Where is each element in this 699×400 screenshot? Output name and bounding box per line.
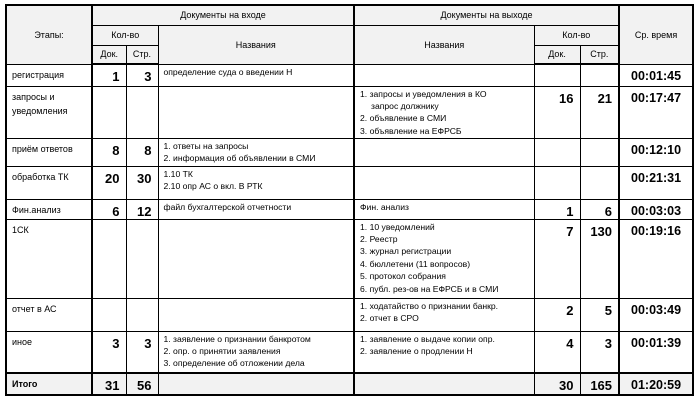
document-name-item: 2.10 опр АС о вкл. В РТК — [163, 180, 263, 191]
document-name-item: 2. информация об объявлении в СМИ — [163, 152, 316, 163]
input-pages-count — [126, 86, 158, 138]
stage-name: отчет в АС — [6, 298, 92, 331]
avg-time: 00:12:10 — [619, 138, 693, 166]
stages-documents-table — [5, 4, 694, 396]
output-document-names — [354, 331, 534, 373]
input-docs-count: 20 — [92, 166, 126, 199]
output-pages-count — [580, 64, 619, 86]
avg-time: 00:17:47 — [619, 86, 693, 138]
document-name-item: 3. объявление на ЕФРСБ — [360, 125, 462, 136]
input-document-names — [158, 331, 354, 373]
output-pages-count — [580, 166, 619, 199]
document-name-item: 2. Реестр — [360, 233, 398, 244]
avg-time: 00:03:49 — [619, 298, 693, 331]
document-name-item: 1. заявление о выдаче копии опр. — [360, 333, 495, 344]
table-row — [6, 166, 693, 199]
header-names-in: Названия — [158, 25, 354, 64]
header-docs-in: Документы на входе — [92, 5, 354, 25]
document-name-item: файл бухгалтерской отчетности — [163, 201, 292, 212]
stage-name: 1СК — [6, 219, 92, 298]
stage-name: приём ответов — [6, 138, 92, 166]
document-name-item: определение суда о введении Н — [163, 66, 293, 77]
document-name-item: 2. объявление в СМИ — [360, 113, 447, 124]
document-name-item: 6. публ. рез-ов на ЕФРСБ и в СМИ — [360, 283, 499, 294]
document-name-item: 3. определение об отложении дела — [163, 358, 305, 369]
total-time: 01:20:59 — [619, 373, 693, 395]
input-pages-count: 3 — [126, 331, 158, 373]
input-pages-count — [126, 219, 158, 298]
stage-name: обработка ТК — [6, 166, 92, 199]
input-docs-count: 1 — [92, 64, 126, 86]
document-name-item: 1.10 ТК — [163, 168, 193, 179]
output-document-names — [354, 64, 534, 86]
stage-name: Фин.анализ — [6, 199, 92, 219]
table-row — [6, 219, 693, 298]
document-name-item: 1. ответы на запросы — [163, 140, 249, 151]
avg-time: 00:21:31 — [619, 166, 693, 199]
output-document-names — [354, 138, 534, 166]
output-docs-count: 7 — [534, 219, 580, 298]
output-docs-count — [534, 166, 580, 199]
input-document-names — [158, 166, 354, 199]
document-name-item: 4. бюллетени (11 вопросов) — [360, 258, 471, 269]
output-docs-count: 4 — [534, 331, 580, 373]
input-pages-count: 3 — [126, 64, 158, 86]
output-docs-count — [534, 138, 580, 166]
output-docs-count: 16 — [534, 86, 580, 138]
document-name-item: 1. 10 уведомлений — [360, 221, 435, 232]
avg-time: 00:01:45 — [619, 64, 693, 86]
document-name-item: 1. запросы и уведомления в КО — [360, 88, 487, 99]
output-docs-count: 1 — [534, 199, 580, 219]
header-qty-in: Кол-во — [92, 25, 158, 45]
output-document-names — [354, 219, 534, 298]
output-document-names — [354, 199, 534, 219]
input-docs-count: 8 — [92, 138, 126, 166]
header-pages-in-count: Стр. — [126, 45, 158, 64]
output-document-names — [354, 166, 534, 199]
output-pages-count: 6 — [580, 199, 619, 219]
stage-name: запросы и уведомления — [6, 86, 92, 138]
header-avg-time: Ср. время — [619, 5, 693, 64]
total-input-docs: 31 — [92, 373, 126, 395]
output-pages-count: 21 — [580, 86, 619, 138]
avg-time: 00:19:16 — [619, 219, 693, 298]
output-pages-count — [580, 138, 619, 166]
input-pages-count: 12 — [126, 199, 158, 219]
input-document-names — [158, 298, 354, 331]
input-document-names — [158, 199, 354, 219]
header-docs-in-count: Док. — [92, 45, 126, 64]
output-document-names — [354, 298, 534, 331]
output-docs-count: 2 — [534, 298, 580, 331]
document-name-item: 2. отчет в СРО — [360, 312, 419, 323]
input-docs-count — [92, 219, 126, 298]
output-pages-count: 130 — [580, 219, 619, 298]
output-docs-count — [534, 64, 580, 86]
header-qty-out: Кол-во — [534, 25, 619, 45]
input-document-names — [158, 64, 354, 86]
table-row — [6, 64, 693, 86]
header-stages: Этапы: — [6, 5, 92, 64]
avg-time: 00:01:39 — [619, 331, 693, 373]
input-docs-count: 6 — [92, 199, 126, 219]
document-name-item: запрос должнику — [371, 100, 439, 111]
document-name-item: Фин. анализ — [360, 201, 409, 212]
document-name-item: 1. заявление о признании банкротом — [163, 333, 311, 344]
header-pages-out-count: Стр. — [580, 45, 619, 64]
table-row — [6, 86, 693, 138]
input-pages-count: 30 — [126, 166, 158, 199]
total-output-docs: 30 — [534, 373, 580, 395]
header-docs-out: Документы на выходе — [354, 5, 619, 25]
stage-name: иное — [6, 331, 92, 373]
total-row — [6, 373, 693, 395]
table-row — [6, 199, 693, 219]
table-row — [6, 138, 693, 166]
header-names-out: Названия — [354, 25, 534, 64]
stage-name: регистрация — [6, 64, 92, 86]
input-docs-count — [92, 298, 126, 331]
total-input-names-empty — [158, 373, 354, 395]
table-row — [6, 298, 693, 331]
total-label: Итого — [6, 373, 92, 395]
input-docs-count: 3 — [92, 331, 126, 373]
output-pages-count: 5 — [580, 298, 619, 331]
input-pages-count: 8 — [126, 138, 158, 166]
output-pages-count: 3 — [580, 331, 619, 373]
document-name-item: 3. журнал регистрации — [360, 246, 452, 257]
input-document-names — [158, 138, 354, 166]
input-pages-count — [126, 298, 158, 331]
header-docs-out-count: Док. — [534, 45, 580, 64]
avg-time: 00:03:03 — [619, 199, 693, 219]
document-name-item: 1. ходатайство о признании банкр. — [360, 300, 499, 311]
input-document-names — [158, 219, 354, 298]
table-row — [6, 331, 693, 373]
document-name-item: 2. заявление о продлении Н — [360, 345, 473, 356]
input-docs-count — [92, 86, 126, 138]
total-output-pages: 165 — [580, 373, 619, 395]
output-document-names — [354, 86, 534, 138]
document-name-item: 2. опр. о принятии заявления — [163, 345, 281, 356]
total-input-pages: 56 — [126, 373, 158, 395]
input-document-names — [158, 86, 354, 138]
total-output-names-empty — [354, 373, 534, 395]
document-name-item: 5. протокол собрания — [360, 271, 446, 282]
